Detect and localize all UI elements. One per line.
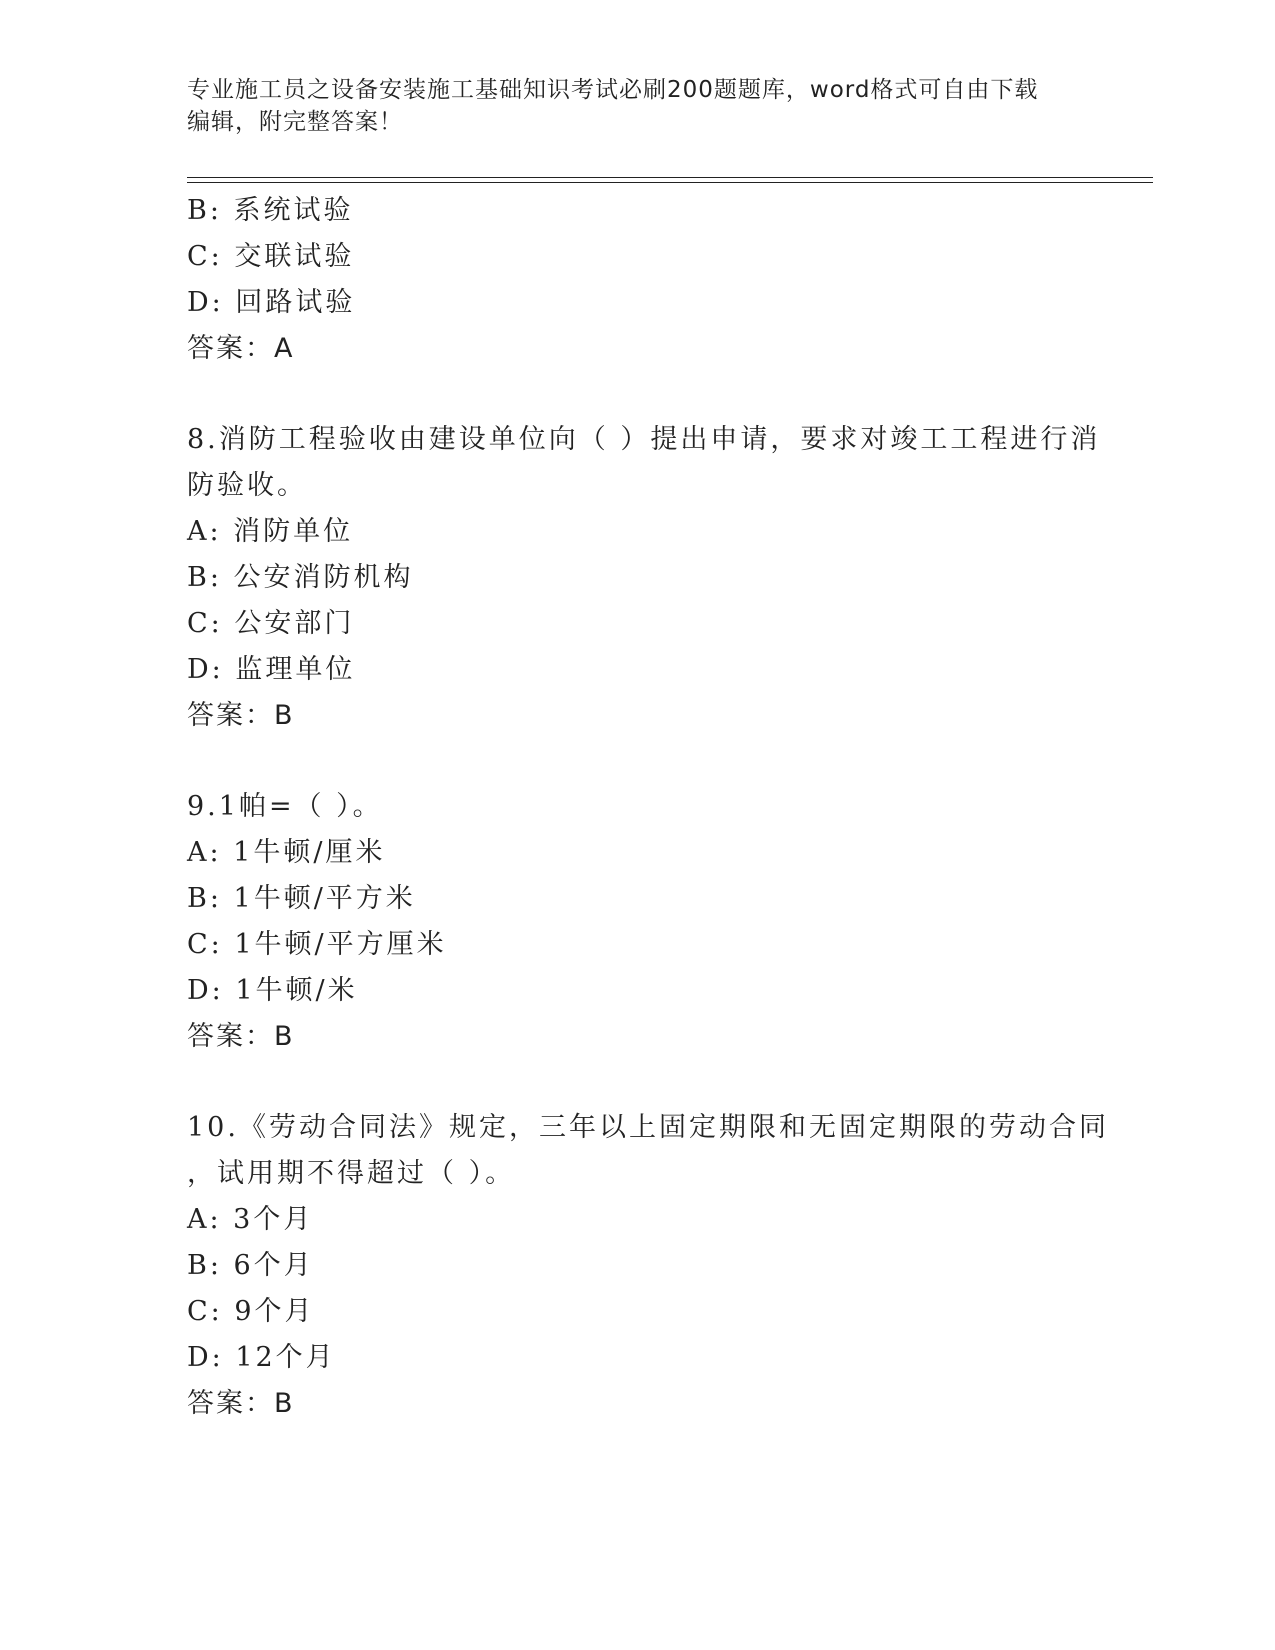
option-b: B: 6个月 [187, 1250, 314, 1281]
option-b: B: 公安消防机构 [187, 562, 414, 593]
header-divider-top [187, 177, 1153, 178]
answer-line: 答案：B [187, 1021, 295, 1052]
option-d: D: 回路试验 [187, 287, 356, 318]
question-stem-line-1: 10.《劳动合同法》规定，三年以上固定期限和无固定期限的劳动合同 [187, 1112, 1109, 1143]
header-line-1: 专业施工员之设备安装施工基础知识考试必刷200题题库，word格式可自由下载 [187, 77, 1039, 103]
option-d: D: 1牛顿/米 [187, 975, 358, 1006]
document-header [187, 74, 1067, 138]
option-c: C: 9个月 [187, 1296, 315, 1327]
question-list [187, 188, 1109, 1427]
question-stem-line-1: 9.1帕=（ ）。 [187, 791, 383, 822]
header-line-2: 编辑，附完整答案！ [187, 109, 403, 135]
question-stem-line-2: 防验收。 [187, 470, 307, 501]
question-stem-line-2: ，试用期不得超过（ ）。 [187, 1158, 516, 1189]
header-divider-bottom [187, 182, 1153, 183]
question-9 [187, 784, 1087, 1060]
answer-line: 答案：B [187, 700, 295, 731]
question-8 [187, 417, 1101, 739]
answer-line: 答案：B [187, 1388, 295, 1419]
option-b: B: 1牛顿/平方米 [187, 883, 416, 914]
option-a: A: 3个月 [187, 1204, 314, 1235]
option-c: C: 1牛顿/平方厘米 [187, 929, 447, 960]
question-10 [187, 1105, 1109, 1427]
option-d: D: 12个月 [187, 1342, 336, 1373]
question-7 [187, 188, 1087, 372]
option-a: A: 消防单位 [187, 516, 354, 547]
option-b: B: 系统试验 [187, 195, 354, 226]
question-stem-line-1: 8.消防工程验收由建设单位向（ ）提出申请，要求对竣工工程进行消 [187, 424, 1101, 455]
option-c: C: 公安部门 [187, 608, 355, 639]
option-c: C: 交联试验 [187, 241, 355, 272]
option-a: A: 1牛顿/厘米 [187, 837, 386, 868]
option-d: D: 监理单位 [187, 654, 356, 685]
answer-line: 答案：A [187, 333, 295, 364]
